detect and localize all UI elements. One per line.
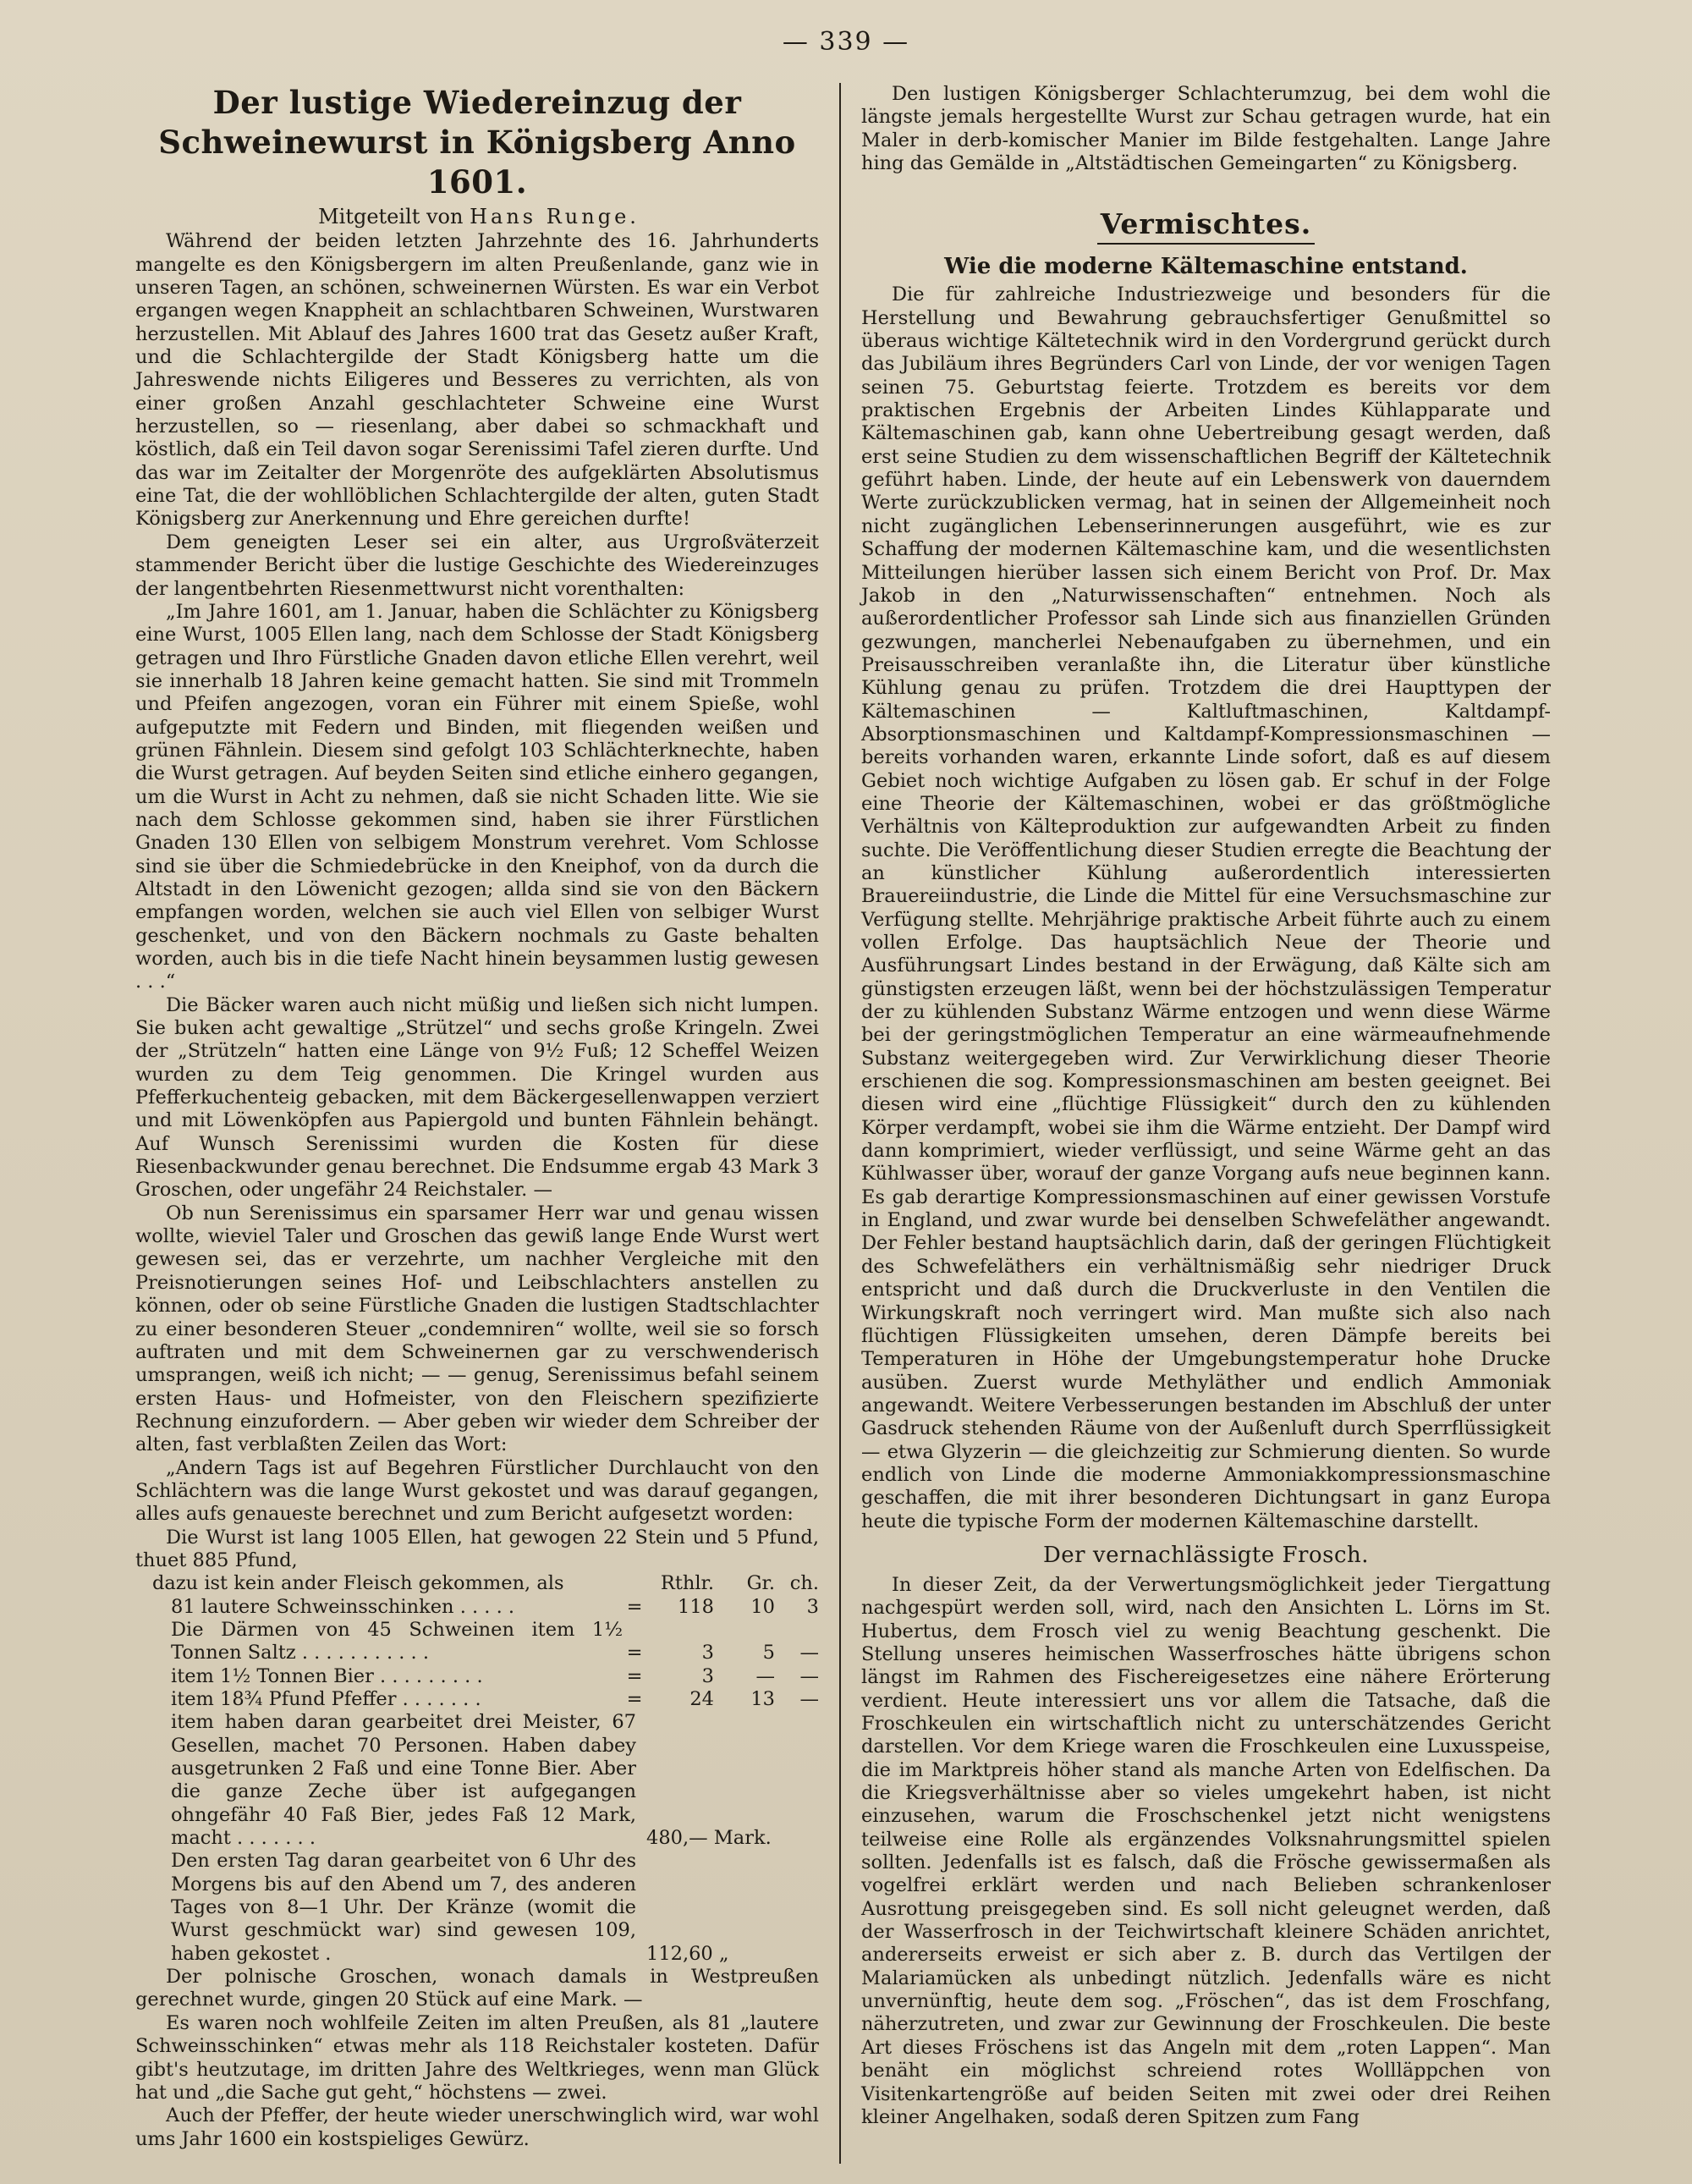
paragraph: Ob nun Serenissimus ein sparsamer Herr war und genau wissen wollte, wieviel Taler und Groschen das gewiß lange Ende Wurst wert gewesen sei, das er verzehrte, um nachher Vergleiche mit den Preisnotierungen seines Hof- und Leibschlachters anstellen zu können, oder ob seine Fürstliche Gnaden die lustigen Stadtschlachter zu einer besonderen Steuer „condemniren“ wollte, weil sie so forsch auftraten und mit dem Schweinernen gar zu verschwenderisch umsprangen, weiß ich nicht; — — genug, Serenissimus befahl seinem ersten Haus- und Hofmeister, von den Fleischern spezifizierte Rechnung einzufordern. — Aber geben wir wieder dem Schreiber der alten, fast verblaßten Zeilen das Wort: — [135, 1202, 819, 1456]
paragraph: „Andern Tags ist auf Begehren Fürstlicher Durchlaucht von den Schlächtern was die lange Wurst gekostet und was darauf gegangen, alles aufs genaueste berechnet und zum Bericht aufgesetzt worden: — [135, 1456, 819, 1526]
account-row — [135, 1665, 819, 1688]
account-row-col2: — — [755, 1664, 775, 1687]
paragraph: In dieser Zeit, da der Verwertungsmöglichkeit jeder Tiergattung nachgespürt werden soll, wird, nach den Ansichten L. Lörns im St. Hubertus, dem Frosch viel zu wenig Beachtung geschenkt. Die Stellung unseres heimischen Wasserfrosches hätte übrigens schon längst im Rahmen des Fischereigesetzes eine nähere Erörterung verdient. Heute interessiert uns vor allem die Tatsache, daß die Froschkeulen ein wirtschaftlich nicht zu unterschätzendes Gericht darstellen. Vor dem Kriege waren die Froschkeulen eine Luxusspeise, die im Marktpreis höher stand als manche Arten von Edelfischen. Da die Kriegsverhältnisse aber so vieles umgekehrt haben, ist nicht einzusehen, warum die Froschschenkel jetzt nicht wenigstens teilweise eine Rolle als ergänzendes Volksnahrungsmittel spielen sollten. Jedenfalls ist es falsch, daß die Frösche gewissermaßen als vogelfrei erklärt werden und nach Belieben schrankenloser Ausrottung preisgegeben sind. Es soll nicht geleugnet werden, daß der Wasserfrosch in der Teichwirtschaft kleinere Schäden anrichtet, andererseits erweist er sich aber z. B. durch das Vertilgen der Malariamücken als unbedingt nützlich. Jedenfalls wäre es nicht unvernünftig, heute dem sog. „Fröschen“, das ist dem Froschfang, näherzutreten, und zwar zur Gewinnung der Froschkeulen. Die beste Art dieses Fröschens ist das Angeln mit dem „roten Lappen“. Man benäht ein möglichst schreiend rotes Wollläppchen von Visitenkartengröße auf beiden Seiten mit zwei oder drei Reihen kleiner Angelhaken, sodaß deren Spitzen zum Fang — [861, 1573, 1551, 2128]
account-row-col1: 24 — [689, 1688, 714, 1710]
paragraph: „Im Jahre 1601, am 1. Januar, haben die Schlächter zu Königsberg eine Wurst, 1005 Ellen lang, nach dem Schlosse der Stadt Königsberg getragen und Ihro Fürstliche Gnaden davon etliche Ellen verehrt, weil sie innerhalb 18 Jahren keine gemacht hatten. Sie sind mit Trommeln und Pfeifen angezogen, voran ein Führer mit einem Spieße, wohl aufgeputzte mit Federn und Binden, mit fliegenden weißen und grünen Fähnlein. Diesem sind gefolgt 103 Schlächterknechte, haben die Wurst getragen. Auf beyden Seiten sind etliche einhero gegangen, um die Wurst in Acht zu nehmen, daß sie nicht Schaden litte. Wie sie nach dem Schlosse gekommen sind, haben sie ihrer Fürstlichen Gnaden 130 Ellen von selbigem Monstrum verehret. Vom Schlosse sind sie über die Schmiedebrücke in den Kneiphof, von da durch die Altstadt in den Löwenicht gezogen; allda sind sie von den Bäckern empfangen worden, welchen sie auch viel Ellen von selbiger Wurst geschenket, und von den Bäckern nochmals zu Gaste behalten worden, auch bis in die tiefe Nacht hinein beysammen lustig gewesen . . .“ — [135, 600, 819, 993]
account-table — [135, 1572, 819, 1966]
article-heading-frog: Der vernachlässigte Frosch. — [1042, 1542, 1370, 1568]
paragraph: Der polnische Groschen, wonach damals in Westpreußen gerechnet wurde, gingen 20 Stück auf eine Mark. — — [135, 1966, 819, 2011]
account-row-label: Die Därmen von 45 Schweinen item 1½ Tonnen Saltz . . . . . . . . . . . — [171, 1618, 623, 1664]
paragraph: Die Wurst ist lang 1005 Ellen, hat gewogen 22 Stein und 5 Pfund, thuet 885 Pfund, — [135, 1526, 819, 1571]
account-row-label: item 1½ Tonnen Bier . . . . . . . . . — [171, 1664, 483, 1687]
page-number: — 339 — — [782, 27, 910, 57]
paragraph: Auch der Pfeffer, der heute wieder unerschwinglich wird, war wohl ums Jahr 1600 ein kostspieliges Gewürz. — [135, 2104, 819, 2150]
account-header-col2: Gr. — [746, 1572, 775, 1595]
account-work-row — [135, 1850, 819, 1966]
paragraph: Während der beiden letzten Jahrzehnte des 16. Jahrhunderts mangelte es den Königsbergern im alten Preußenlande, ganz wie in unseren Tagen, an schönen, schweinernen Würsten. Es war ein Verbot ergangen wegen Knappheit an schlachtbaren Schweinen, Wurstwaren herzustellen. Mit Ablauf des Jahres 1600 trat das Gesetz außer Kraft, und die Schlachtergilde der Stadt Königsberg hatte um die Jahreswende nichts Eiligeres und Besseres zu verrichten, als von einer großen Anzahl geschlachteter Schweine eine Wurst herzustellen, so — riesenlang, aber dabei so schmackhaft und köstlich, daß ein Teil davon sogar Serenissimi Tafel zieren durfte. Und das war im Zeitalter der Morgenröte des aufgeklärten Absolutismus eine Tat, die der wohllöblichen Schlachtergilde der alten, guten Stadt Königsberg zur Anerkennung und Ehre gereichen durfte! — [135, 230, 819, 531]
account-row-eq: = — [626, 1664, 643, 1687]
section-title — [861, 207, 1551, 245]
right-column — [861, 83, 1551, 2167]
account-row-col1: 3 — [701, 1664, 714, 1687]
account-row — [135, 1688, 819, 1711]
article-title: Der lustige Wiedereinzug der Schweinewurst in Königsberg Anno 1601. — [158, 84, 796, 201]
account-row-eq: = — [626, 1688, 643, 1710]
account-row-col2: 5 — [762, 1642, 775, 1664]
account-work-label: Den ersten Tag daran gearbeitet von 6 Uhr des Morgens bis auf den Abend um 7, des anderen Tages von 8—1 Uhr. Der Kränze (womit die Wurst geschmückt war) sind gewesen 109, haben gekostet . — [171, 1850, 636, 1965]
account-row-col1: 3 — [701, 1642, 714, 1664]
account-row — [135, 1619, 819, 1665]
byline — [135, 206, 819, 228]
paragraph: Die für zahlreiche Industriezweige und besonders für die Herstellung und Bewahrung gebrauchsfertiger Genußmittel so überaus wichtige Kältetechnik wird in den Vordergrund gerückt durch das Jubiläum ihres Begründers Carl von Linde, der vor wenigen Tagen seinen 75. Geburtstag feierte. Trotzdem es bereits vor dem praktischen Ergebnis der Arbeiten Lindes Kühlapparate und Kältemaschinen gab, kann ohne Uebertreibung gesagt werden, daß erst seine Studien zu dem wissenschaftlichen Begriff der Kältetechnik geführt haben. Linde, der heute auf ein Lebenswerk von dauerndem Werte zurückzublicken vermag, hat in seinen der Allgemeinheit noch nicht zugänglichen Lebenserinnerungen ausgeführt, wie es zur Schaffung der modernen Kältemaschine kam, und die wesentlichsten Mitteilungen hierüber lassen sich einem Bericht von Prof. Dr. Max Jakob in den „Naturwissenschaften“ entnehmen. Noch als außerordentlicher Professor sah Linde sich aus finanziellen Gründen gezwungen, mancherlei Nebenaufgaben zu übernehmen, und ein Preisausschreiben veranlaßte ihn, die Literatur über künstliche Kühlung genau zu prüfen. Trotzdem die drei Haupttypen der Kältemaschinen — Kaltluftmaschinen, Kaltdampf-Absorptionsmaschinen und Kaltdampf-Kompressionsmaschinen — bereits vorhanden waren, erkannte Linde sofort, daß es auf diesem Gebiet noch wichtige Aufgaben zu lösen gab. Er schuf in der Folge eine Theorie der Kältemaschinen, wobei er das größtmögliche Verhältnis von Kälteproduktion zur aufgewandten Arbeit zu finden suchte. Die Veröffentlichung dieser Studien erregte die Beachtung der an künstlicher Kühlung außerordentlich interessierten Brauereiindustrie, die Linde die Mittel für eine Versuchsmaschine zur Verfügung stellte. Mehrjährige praktische Arbeit führte auch zu einem vollen Erfolge. Das hauptsächlich Neue der Theorie und Ausführungsart Lindes bestand in der Erwägung, daß Kälte sich am günstigsten erzeugen läßt, wenn bei der höchstzulässigen Temperatur der zu kühlenden Substanz Wärme entzogen und wenn diese Wärme bei der geringstmöglichen Temperatur an eine wärmeaufnehmende Substanz weitergegeben wird. Zur Verwirklichung dieser Theorie erschienen die sog. Kompressionsmaschinen am besten geeignet. Bei diesen wird eine „flüchtige Flüssigkeit“ durch den zu kühlenden Körper verdampft, wobei sie ihm die Wärme entzieht. Der Dampf wird dann komprimiert, wieder verflüssigt, und seine Wärme geht an das Kühlwasser über, worauf der ganze Vorgang aufs neue beginnen kann. Es gab derartige Kompressionsmaschinen auf einer gewissen Vorstufe in England, und zwar wurde bei denselben Schwefeläther angewandt. Der Fehler bestand hauptsächlich darin, daß der geringen Flüchtigkeit des Schwefeläthers ein verhältnismäßig sehr niedriger Druck entspricht und daß durch die Druckverluste in den Ventilen die Wirkungskraft noch verringert wird. Man mußte sich also nach flüchtigen Flüssigkeiten umsehen, deren Dämpfe bereits bei Temperaturen in Höhe der Umgebungstemperatur hohe Drucke ausüben. Zuerst wurde Methyläther und endlich Ammoniak angewandt. Weitere Verbesserungen bestanden im Abschluß der unter Gasdruck stehenden Räume von der Außenluft durch Sperrflüssigkeit — etwa Glyzerin — die gleichzeitig zur Schmierung dienten. So wurde endlich von Linde die moderne Ammoniakkompressionsmaschine geschaffen, die mit ihrer besonderen Dichtungsart in ganz Europa heute die typische Form der modernen Kältemaschine darstellt. — [861, 283, 1551, 1532]
section-title-text: Vermischtes. — [1097, 207, 1315, 245]
account-row-col2: 13 — [750, 1688, 775, 1710]
article-heading-refrigeration: Wie die moderne Kältemaschine entstand. — [944, 254, 1468, 280]
account-header-col3: ch. — [789, 1572, 819, 1595]
paragraph: Die Bäcker waren auch nicht müßig und ließen sich nicht lumpen. Sie buken acht gewaltige „Strützel“ und sechs große Kringeln. Zwei der „Strützeln“ hatten eine Länge von 9½ Fuß; 12 Scheffel Weizen wurden zu dem Teig genommen. Die Kringel wurden aus Pfefferkuchenteig gebacken, mit dem Bäckergesellenwappen verziert und mit Löwenköpfen aus Papiergold und bunten Fähnlein behängt. Auf Wunsch Serenissimi wurden die Kosten für diese Riesenbackwunder genau berechnet. Die Endsumme ergab 43 Mark 3 Groschen, oder ungefähr 24 Reichstaler. — — [135, 993, 819, 1202]
account-row-col3: 3 — [806, 1595, 819, 1618]
account-row-eq: = — [626, 1642, 643, 1664]
account-header-col1: Rthlr. — [660, 1572, 714, 1595]
account-beer-row — [135, 1711, 819, 1850]
account-row-col2: 10 — [750, 1595, 775, 1618]
account-beer-sum: 480,— Mark. — [646, 1827, 772, 1850]
account-row-col3: — — [799, 1664, 819, 1687]
account-row-label: 81 lautere Schweinsschinken . . . . . — [171, 1595, 515, 1618]
account-row-col1: 118 — [678, 1595, 714, 1618]
account-row — [135, 1596, 819, 1619]
account-row-col3: — — [799, 1688, 819, 1710]
byline-author: Hans Runge — [470, 205, 630, 228]
paragraph: Es waren noch wohlfeile Zeiten im alten Preußen, als 81 „lautere Schweinsschinken“ etwas mehr als 118 Reichstaler kosteten. Dafür gibt's heutzutage, im dritten Jahre des Weltkrieges, wenn man Glück hat und „die Sache gut geht,“ höchstens — zwei. — [135, 2011, 819, 2104]
paragraph: Dem geneigten Leser sei ein alter, aus Urgroßväterzeit stammender Bericht über die lustige Geschichte des Wiedereinzuges der langentbehrten Riesenmettwurst nicht vorenthalten: — [135, 531, 819, 600]
account-row-eq: = — [626, 1595, 643, 1618]
account-header-row — [135, 1572, 819, 1595]
account-row-label: item 18¾ Pfund Pfeffer . . . . . . . — [171, 1688, 481, 1710]
byline-prefix: Mitgeteilt von — [318, 205, 470, 228]
byline-suffix: . — [629, 205, 636, 228]
column-divider — [839, 83, 841, 2164]
paragraph: Den lustigen Königsberger Schlachterumzug, bei dem wohl die längste jemals hergestellte Wurst zur Schau getragen wurde, hat ein Maler in derb-komischer Manier im Bilde festgehalten. Lange Jahre hing das Gemälde in „Altstädtischen Gemeingarten“ zu Königsberg. — [861, 83, 1551, 175]
account-header-label: dazu ist kein ander Fleisch gekommen, als — [152, 1572, 564, 1595]
account-beer-label: item haben daran gearbeitet drei Meister, 67 Gesellen, machet 70 Personen. Haben dabey ausgetrunken 2 Faß und eine Tonne Bier. Aber die ganze Zeche über ist aufgegangen ohngefähr 40 Faß Bier, jedes Faß 12 Mark, macht . . . . . . . — [171, 1711, 636, 1850]
left-column — [135, 83, 819, 2167]
account-work-sum: 112,60 „ — [646, 1942, 729, 1965]
account-row-col3: — — [799, 1642, 819, 1664]
